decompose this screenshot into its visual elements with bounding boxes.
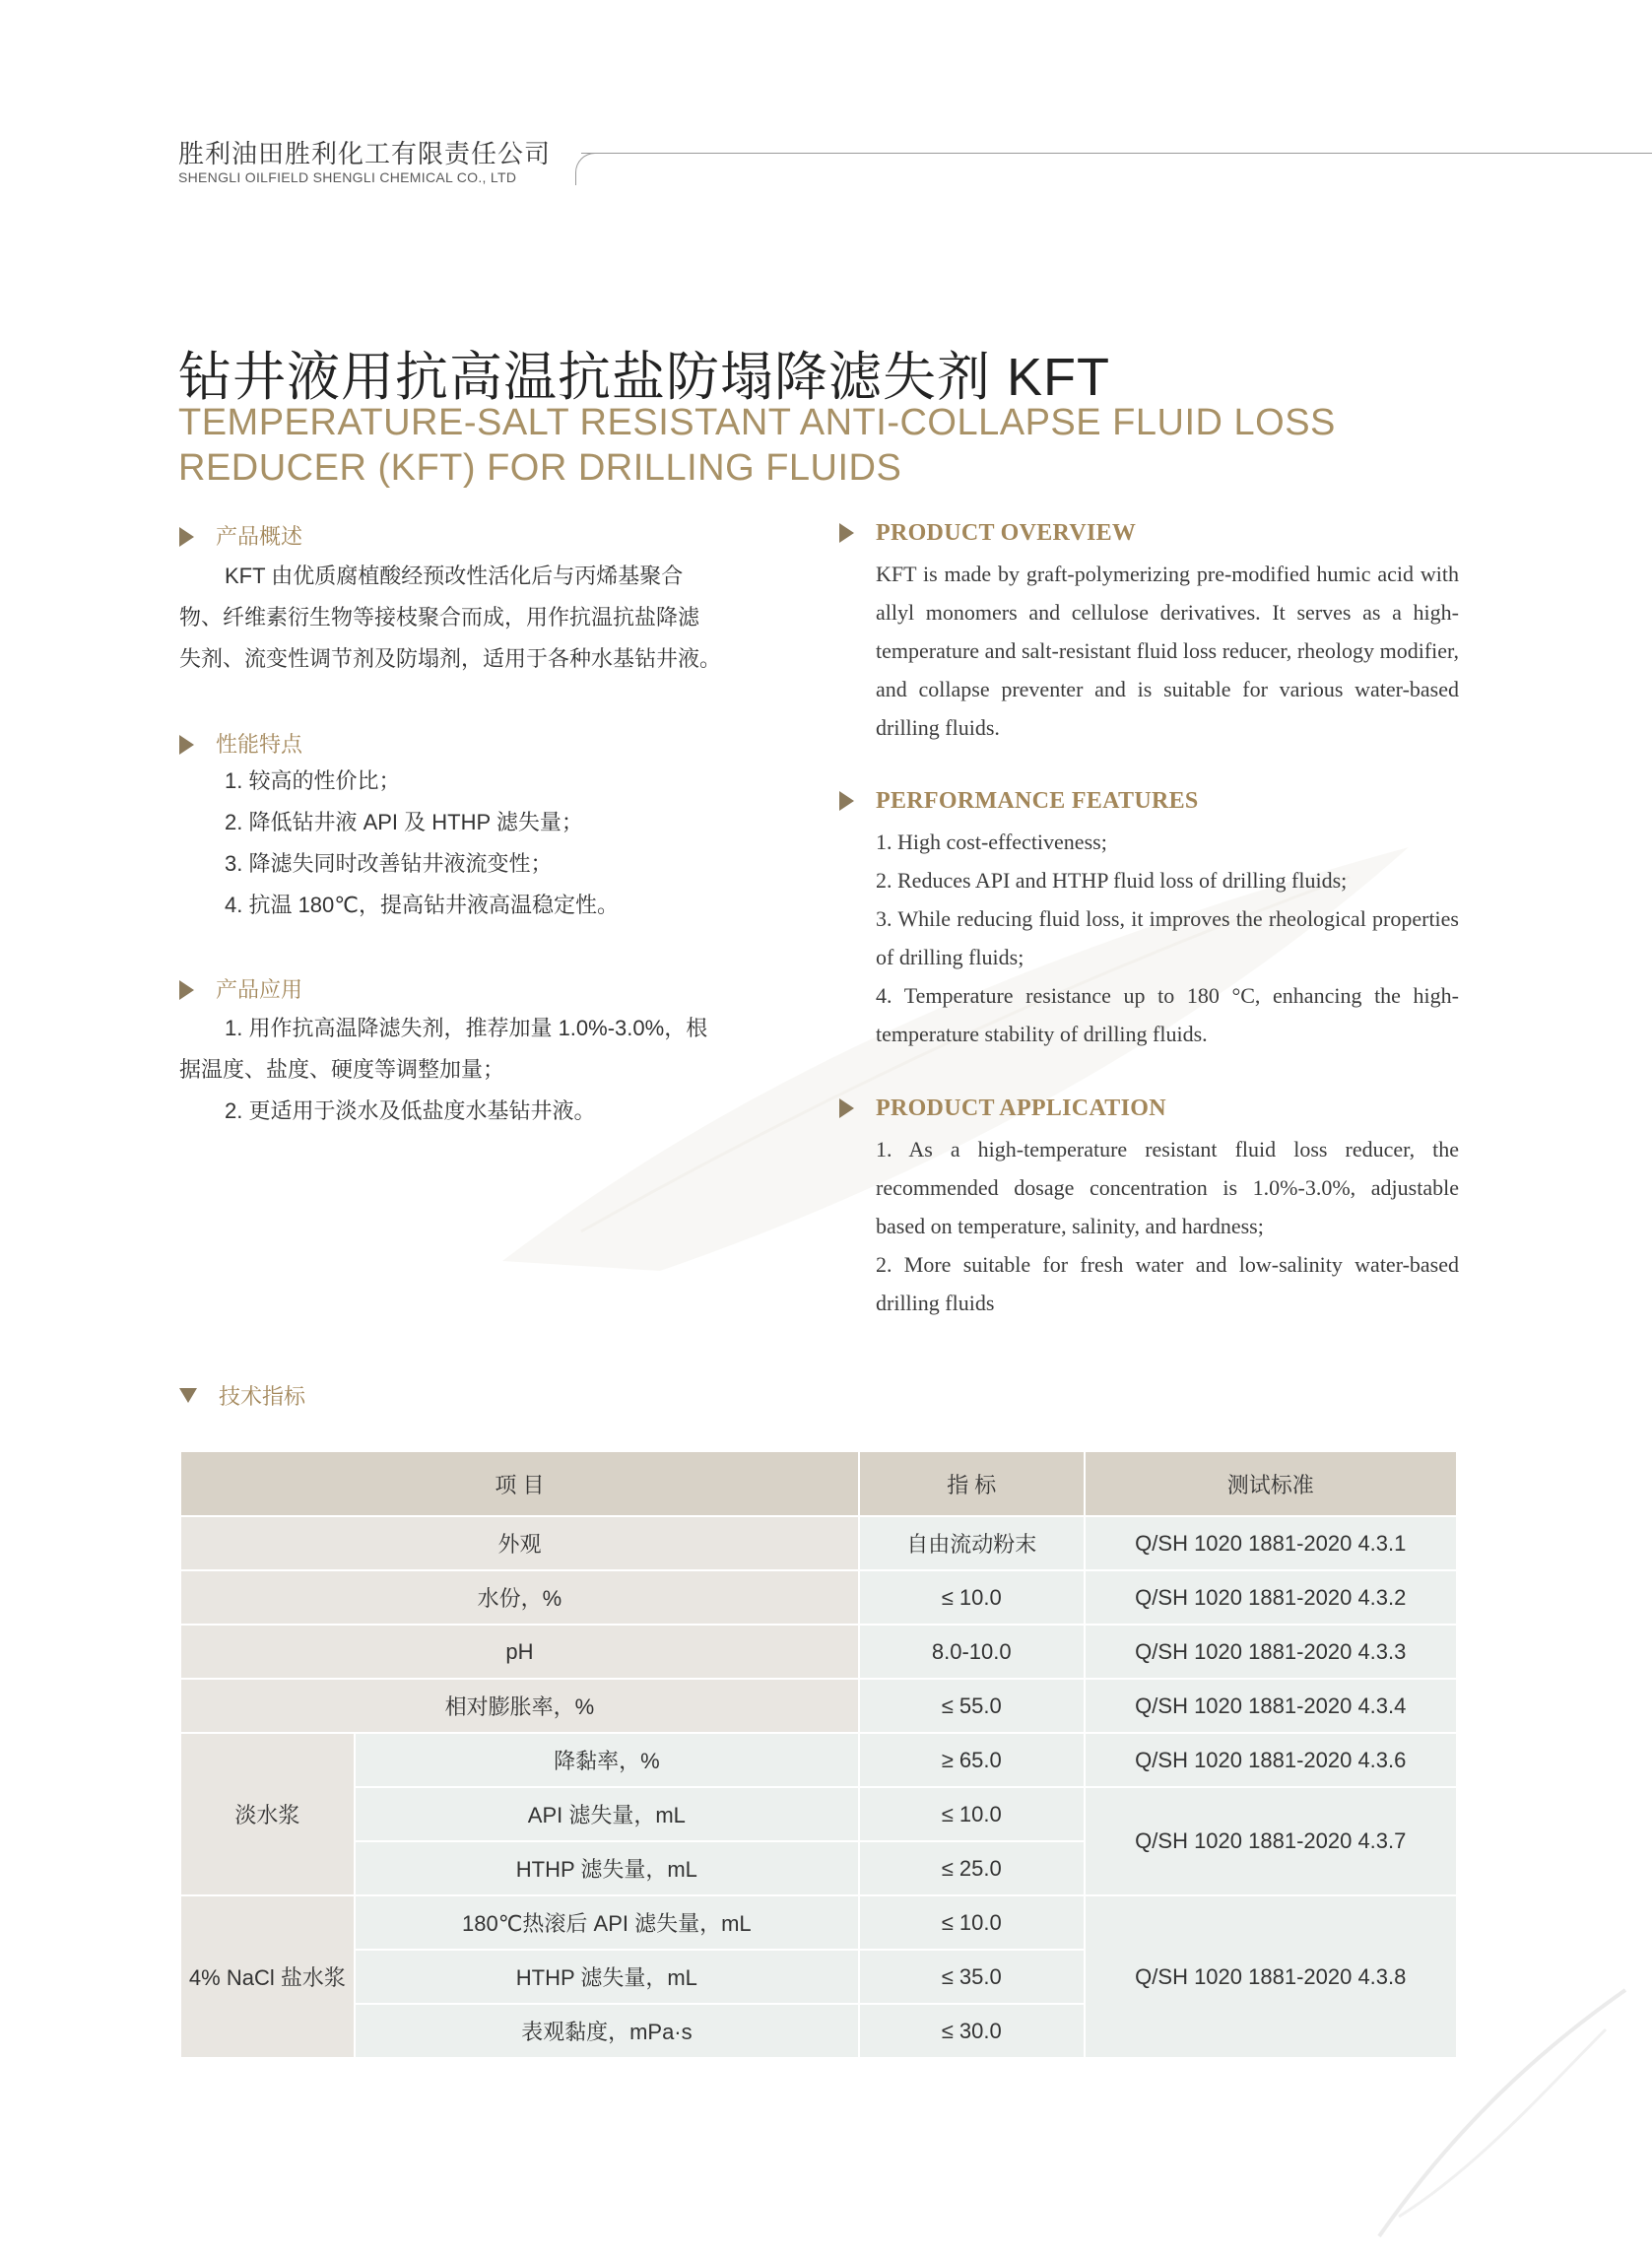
column-header-standard: 测试标准 [1085,1451,1457,1516]
standard-cell: Q/SH 1020 1881-2020 4.3.7 [1085,1787,1457,1895]
item-cell: API 滤失量，mL [355,1787,859,1841]
triangle-right-icon [179,980,194,1000]
company-name-cn: 胜利油田胜利化工有限责任公司 [178,139,552,168]
company-name-en: SHENGLI OILFIELD SHENGLI CHEMICAL CO., LTD [178,169,517,185]
header-divider [581,153,1652,154]
value-cell: ≤ 25.0 [859,1841,1085,1895]
standard-cell: Q/SH 1020 1881-2020 4.3.6 [1085,1733,1457,1787]
table-row [180,1625,1457,1679]
standard-cell: Q/SH 1020 1881-2020 4.3.8 [1085,1895,1457,2058]
triangle-right-icon [179,735,194,755]
table-row [180,1570,1457,1625]
column-header-item: 项 目 [180,1451,859,1516]
value-cell: 8.0-10.0 [859,1625,1085,1679]
value-cell: ≤ 55.0 [859,1679,1085,1733]
value-cell: ≥ 65.0 [859,1733,1085,1787]
table-row [180,1787,1457,1841]
section-heading-tech-specs: 技术指标 [179,1380,305,1411]
standard-cell: Q/SH 1020 1881-2020 4.3.3 [1085,1625,1457,1679]
item-cell: HTHP 滤失量，mL [355,1950,859,2004]
column-header-value: 指 标 [859,1451,1085,1516]
value-cell: ≤ 30.0 [859,2004,1085,2058]
section-heading-features-cn: 性能特点 [179,728,302,759]
group-cell-salt-water: 4% NaCl 盐水浆 [180,1895,355,2058]
features-en-list [876,823,1459,1053]
overview-cn-text: KFT 由优质腐植酸经预改性活化后与丙烯基聚合 物、纤维素衍生物等接枝聚合而成，用作抗温抗盐降滤 失剂、流变性调节剂及防塌剂，适用于各种水基钻井液。 [179,564,722,671]
triangle-right-icon [179,527,194,547]
page-title-en: TEMPERATURE-SALT RESISTANT ANTI-COLLAPSE FLUID LOSS REDUCER (KFT) FOR DRILLING FLUIDS [178,402,1336,489]
list-item: 1. 较高的性价比； [225,768,401,793]
item-cell: pH [180,1625,859,1679]
features-cn-list [179,761,619,926]
table-row [180,1895,1457,1950]
triangle-right-icon [839,791,854,811]
standard-cell: Q/SH 1020 1881-2020 4.3.2 [1085,1570,1457,1625]
group-cell-fresh-water: 淡水浆 [180,1733,355,1895]
list-item: 2. 降低钻井液 API 及 HTHP 滤失量； [225,810,583,834]
list-item: 4. Temperature resistance up to 180 °C, enhancing the high-temperature stability of drilling fluids. [876,983,1459,1046]
triangle-right-icon [839,1098,854,1118]
section-heading-application-en: PRODUCT APPLICATION [839,1095,1166,1122]
list-item: 3. 降滤失同时改善钻井液流变性； [225,851,553,876]
list-item: 1. As a high-temperature resistant fluid loss reducer, the recommended dosage concentration is 1.0%-3.0%, adjustable based on temperature, salinity, and hardness; [876,1137,1459,1238]
application-en-list [876,1130,1459,1322]
item-cell: 外观 [180,1516,859,1570]
section-heading-features-en: PERFORMANCE FEATURES [839,788,1199,815]
item-cell: 降黏率，% [355,1733,859,1787]
application-cn-text: 1. 用作抗高温降滤失剂，推荐加量 1.0%-3.0%，根 据温度、盐度、硬度等调整加量； 2. 更适用于淡水及低盐度水基钻井液。 [179,1016,708,1123]
standard-cell: Q/SH 1020 1881-2020 4.3.4 [1085,1679,1457,1733]
table-row [180,1516,1457,1570]
list-item: 2. More suitable for fresh water and low-salinity water-based drilling fluids [876,1252,1459,1315]
table-row [180,1733,1457,1787]
header-divider-curve [575,153,596,185]
value-cell: ≤ 10.0 [859,1787,1085,1841]
item-cell: 表观黏度，mPa·s [355,2004,859,2058]
value-cell: 自由流动粉末 [859,1516,1085,1570]
value-cell: ≤ 10.0 [859,1570,1085,1625]
list-item: 1. High cost-effectiveness; [876,830,1107,854]
list-item: 4. 抗温 180℃，提高钻井液高温稳定性。 [225,893,619,917]
spec-table [179,1450,1458,2059]
table-row [180,1679,1457,1733]
section-heading-application-cn: 产品应用 [179,973,302,1004]
section-heading-overview-en: PRODUCT OVERVIEW [839,520,1136,547]
page-title-cn: 钻井液用抗高温抗盐防塌降滤失剂 KFT [178,348,1110,407]
item-cell: 水份，% [180,1570,859,1625]
section-heading-overview-cn: 产品概述 [179,520,302,551]
overview-en-text: KFT is made by graft-polymerizing pre-modified humic acid with allyl monomers and cellulose derivatives. It serves as a high-temperature and salt-resistant fluid loss reducer, rheology modifier, and collapse preventer and is suitable for various water-based drilling fluids. [876,562,1459,740]
list-item: 2. Reduces API and HTHP fluid loss of drilling fluids; [876,868,1348,893]
table-header-row [180,1451,1457,1516]
list-item: 3. While reducing fluid loss, it improves the rheological properties of drilling fluids; [876,906,1459,969]
item-cell: HTHP 滤失量，mL [355,1841,859,1895]
standard-cell: Q/SH 1020 1881-2020 4.3.1 [1085,1516,1457,1570]
triangle-right-icon [839,523,854,543]
item-cell: 相对膨胀率，% [180,1679,859,1733]
value-cell: ≤ 35.0 [859,1950,1085,2004]
item-cell: 180℃热滚后 API 滤失量，mL [355,1895,859,1950]
value-cell: ≤ 10.0 [859,1895,1085,1950]
triangle-down-icon [179,1388,197,1403]
